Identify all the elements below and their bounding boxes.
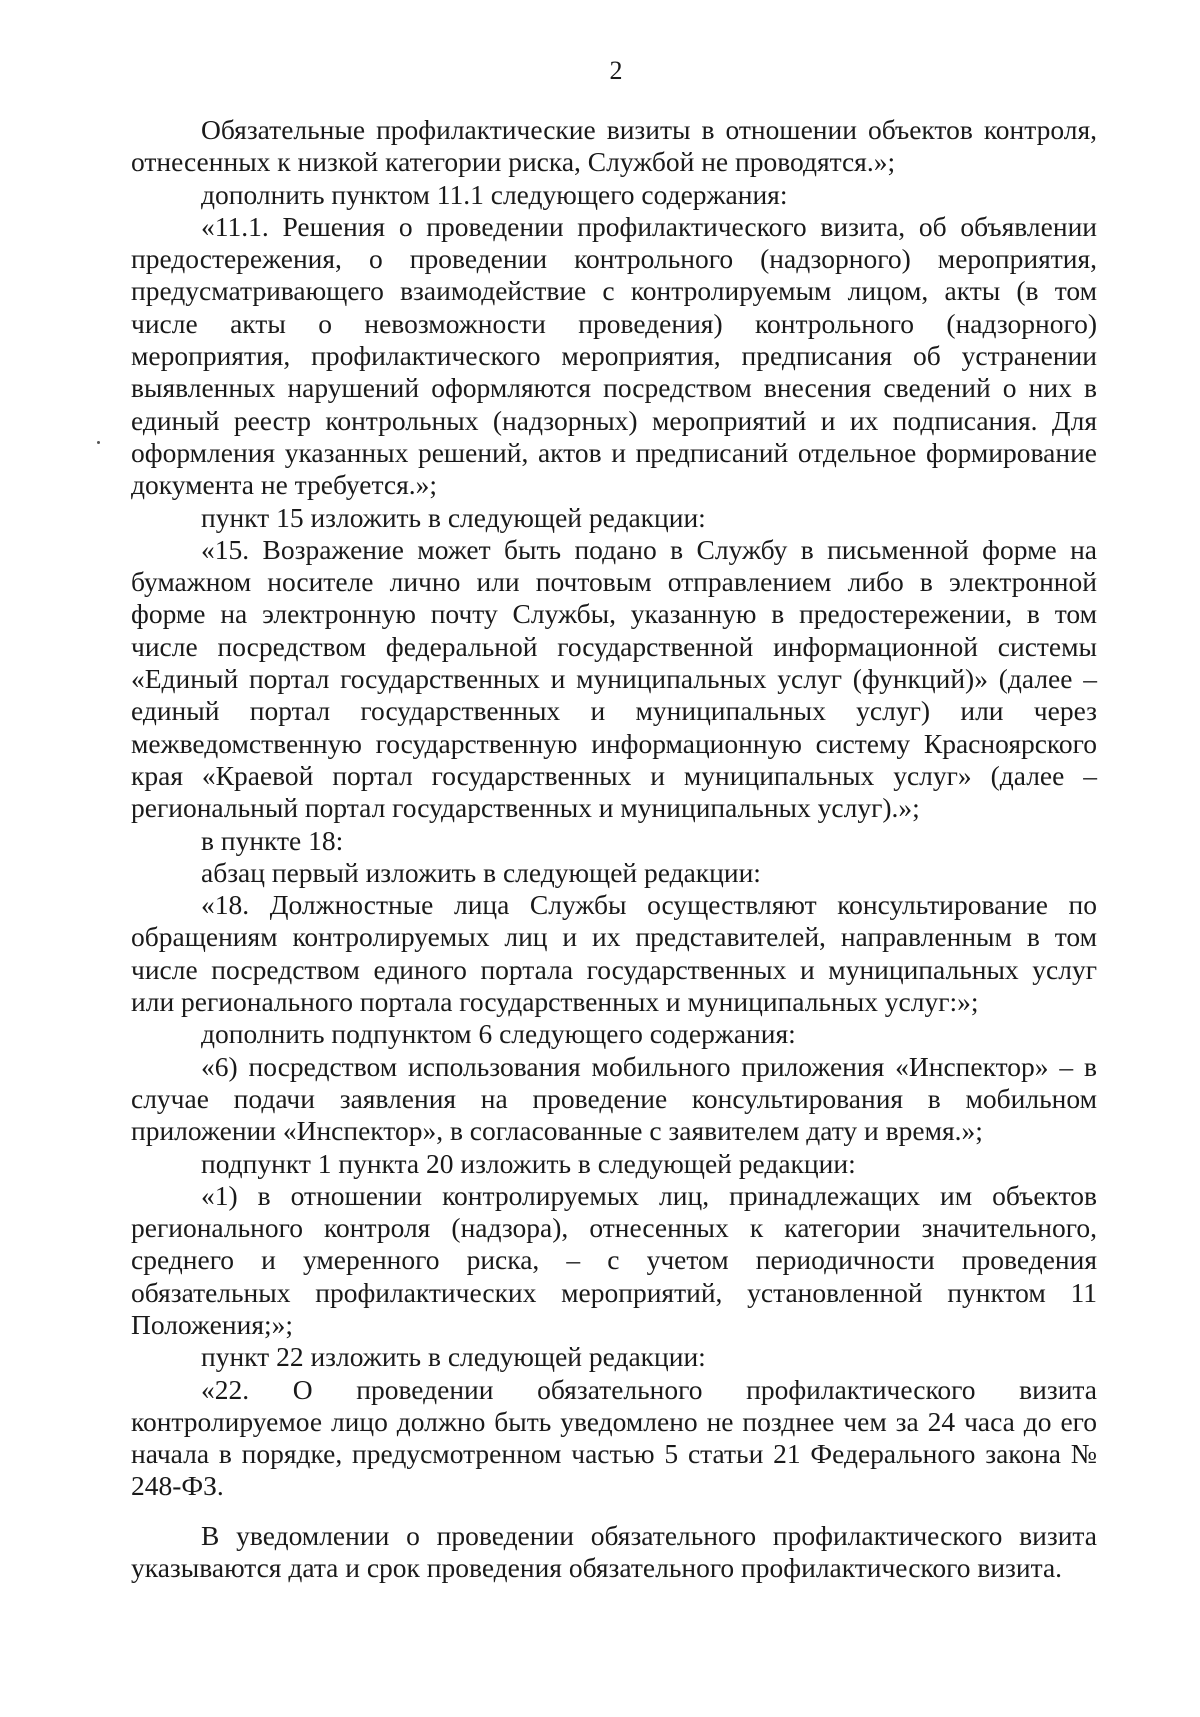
paragraph-14: «22. О проведении обязательного профилактического визита контролируемое лицо должно быть уведомлено не позднее чем за 24 часа до его начала в порядке, предусмотренном частью 5 статьи 21 Федерального закона № 248-ФЗ.: [131, 1373, 1097, 1502]
paragraph-11: подпункт 1 пункта 20 изложить в следующей редакции:: [201, 1147, 856, 1179]
paragraph-7: абзац первый изложить в следующей редакции:: [201, 856, 761, 888]
paragraph-6: в пункте 18:: [201, 824, 344, 856]
paragraph-10: «6) посредством использования мобильного приложения «Инспектор» – в случае подачи заявления на проведение консультирования в мобильном приложении «Инспектор», в согласованные с заявителем дату и время.»;: [131, 1050, 1097, 1147]
paragraph-1: Обязательные профилактические визиты в отношении объектов контроля, отнесенных к низкой категории риска, Службой не проводятся.»;: [131, 114, 1097, 178]
document-body: [131, 114, 1097, 1584]
paragraph-8: «18. Должностные лица Службы осуществляют консультирование по обращениям контролируемых лиц и их представителей, направленным в том числе посредством единого портала государственных и муниципальных услуг или регионального портала государственных и муниципальных услуг:»;: [131, 889, 1097, 1018]
paragraph-12: «1) в отношении контролируемых лиц, принадлежащих им объектов регионального контроля (надзора), отнесенных к категории значительного, среднего и умеренного риска, – с учетом периодичности проведения обязательных профилактических мероприятий, установленной пунктом 11 Положения;»;: [131, 1179, 1097, 1340]
page-number: 2: [609, 56, 623, 85]
paragraph-4: пункт 15 изложить в следующей редакции:: [201, 501, 706, 533]
paragraph-3: «11.1. Решения о проведении профилактического визита, об объявлении предостережения, о проведении контрольного (надзорного) мероприятия, предусматривающего взаимодействие с контролируемым лицом, акты (в том числе акты о невозможности проведения) контрольного (надзорного) мероприятия, профилактического мероприятия, предписания об устранении выявленных нарушений оформляются посредством внесения сведений о них в единый реестр контрольных (надзорных) мероприятий и их подписания. Для оформления указанных решений, актов и предписаний отдельное формирование документа не требуется.»;: [131, 210, 1097, 501]
paragraph-13: пункт 22 изложить в следующей редакции:: [201, 1341, 706, 1373]
paragraph-9: дополнить подпунктом 6 следующего содержания:: [201, 1018, 796, 1050]
paragraph-5: «15. Возражение может быть подано в Службу в письменной форме на бумажном носителе лично или почтовым отправлением либо в электронной форме на электронную почту Службы, указанную в предостережении, в том числе посредством федеральной государственной информационной системы «Единый портал государственных и муниципальных услуг (функций)» (далее – единый портал государственных и муниципальных услуг) или через межведомственную государственную информационную систему Красноярского края «Краевой портал государственных и муниципальных услуг» (далее – региональный портал государственных и муниципальных услуг).»;: [131, 533, 1097, 824]
paragraph-15: В уведомлении о проведении обязательного профилактического визита указываются дата и срок проведения обязательного профилактического визита.: [131, 1519, 1097, 1584]
paragraph-2: дополнить пунктом 11.1 следующего содержания:: [201, 178, 788, 210]
scan-speck: [97, 441, 100, 444]
